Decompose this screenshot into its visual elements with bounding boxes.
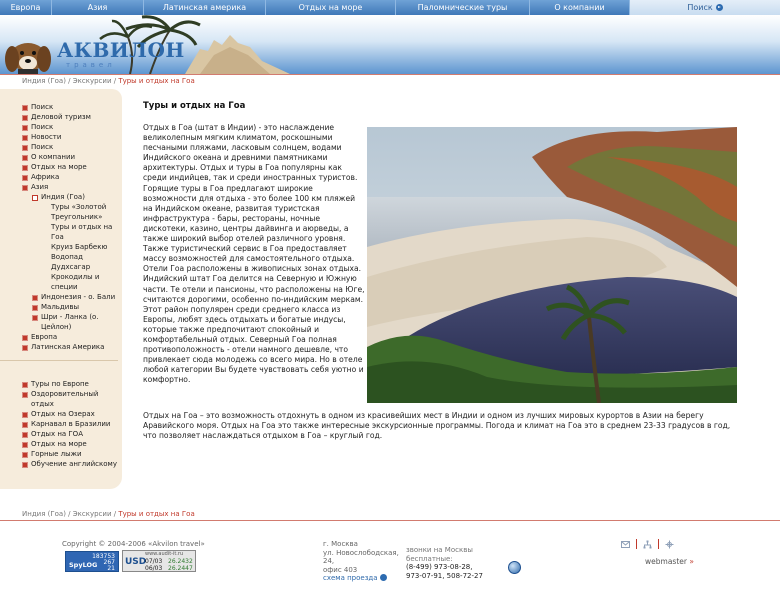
sidebar-item-goa[interactable]: Отдых на ГОА [22, 429, 120, 439]
breadcrumb-link-india[interactable]: Индия (Гоа) [22, 77, 66, 85]
webmaster-arrow: » [689, 557, 694, 566]
currency-date: 06/03 [145, 565, 163, 572]
currency-rate: 26.2432 [168, 558, 193, 565]
breadcrumb-separator: / [65, 510, 73, 518]
spylog-counter[interactable] [65, 551, 119, 572]
breadcrumb-separator: / [111, 77, 119, 85]
page-title: Туры и отдых на Гоа [143, 101, 246, 111]
sidebar-item-dudhsagar[interactable]: Водопад Дудхсагар [51, 253, 91, 271]
sidebar-item-search-2[interactable]: Поиск [22, 122, 120, 132]
address-office: офис 403 [323, 565, 358, 574]
phone-number: (8-499) 973-08-28, [406, 563, 473, 571]
nav-item-sea-holidays[interactable]: Отдых на море [266, 0, 396, 15]
phone-number: 973-07-91, 508-72-27 [406, 571, 483, 580]
footer-tools [621, 539, 674, 549]
sidebar-item-golden-triangle[interactable]: Туры «Золотой Треугольник» [51, 203, 107, 221]
sidebar-item-sea-2[interactable]: Отдых на море [22, 439, 120, 449]
webmaster-link[interactable] [645, 557, 694, 566]
sidebar-item-about[interactable]: О компании [22, 152, 120, 162]
home-icon[interactable] [665, 540, 674, 549]
address-street: ул. Новослободская, 24, [323, 548, 399, 565]
currency-site: www.audit-it.ru [145, 551, 184, 557]
counter-value: 267 [103, 559, 115, 566]
sidebar-item-india[interactable]: Индия (Гоа) [32, 192, 120, 202]
breadcrumb [22, 77, 195, 85]
copyright: Copyright © 2004-2006 «Akvilon travel» [62, 540, 205, 548]
nav-item-pilgrim-tours[interactable]: Паломнические туры [396, 0, 530, 15]
sidebar-item-search-3[interactable]: Поиск [22, 142, 120, 152]
webmaster-label: webmaster [645, 557, 687, 566]
directions-link[interactable] [323, 574, 405, 583]
left-sidebar [0, 89, 122, 489]
main-content [143, 101, 741, 111]
logo-name[interactable]: АКВИЛОН [57, 38, 185, 62]
sidebar-item-sri-lanka[interactable]: Шри - Ланка (о. Цейлон) [32, 312, 120, 332]
breadcrumb-link-excursions[interactable]: Экскурсии [72, 510, 112, 518]
sidebar-menu [22, 102, 120, 352]
separator [636, 539, 637, 549]
sidebar-item-africa[interactable]: Африка [22, 172, 120, 182]
nav-item-about[interactable]: О компании [530, 0, 630, 15]
paragraph: Отдых в Гоа (штат в Индии) - это наслаждение великолепным мягким климатом, роскошными песчаными пляжами, ласковым солнцем, водами Индийского океана и древними памятниками архитектуры. Отдых и туры в Гоа популярны как среди индийцев, так и среди иностранных туристов. [143, 123, 358, 183]
phones-label: звонки на Москвы бесплатные: [406, 546, 473, 563]
sidebar-item-bbq-cruise[interactable]: Круиз Барбекю [51, 243, 108, 251]
counter-value: 21 [107, 565, 115, 572]
currency-rate: 26.2447 [168, 565, 193, 572]
nav-item-latin-america[interactable]: Латинская америка [144, 0, 266, 15]
breadcrumb-current: Туры и отдых на Гоа [118, 77, 195, 85]
goa-photo [367, 127, 737, 403]
footer-breadcrumb [22, 510, 195, 518]
arrow-right-icon [380, 574, 387, 581]
sitemap-icon[interactable] [643, 540, 652, 549]
sidebar-item-europe[interactable]: Европа [22, 332, 120, 342]
nav-search-label: Поиск [687, 3, 713, 12]
sidebar-item-maldives[interactable]: Мальдивы [32, 302, 120, 312]
divider [0, 74, 780, 75]
currency-date: 07/03 [145, 558, 163, 565]
paragraph: Отели Гоа расположены в живописных зонах отдыха. Индийский штат Гоа делится на Северную и Южную части. Те отели и пансионы, что расположены на Юге, считаются дорогими, особенно по-индийским меркам. Этот район популярен среди среднего класса из Европы, любят здесь отдыхать и богатые индусы, которые также предпочитают спокойный и комфортабельный отдых. Северный Гоа полная противоположность - отели намного дешевле, что привлекает сюда молодежь со всего мира. Но в отеле любой категории Вы будете чувствовать себя уютно и комфортно. [143, 264, 365, 385]
sidebar-item-asia[interactable]: Азия [22, 182, 120, 192]
breadcrumb-current: Туры и отдых на Гоа [118, 510, 195, 518]
article-closing: Отдых на Гоа – это возможность отдохнуть в одном из красивейших мест в Индии и одном из лучших мировых курортов в Азии на берегу Аравийского моря. Отдых на Гоа это также интересные экскурсионные программы. Погода и климат на Гоа это в среднем 23-33 градусов в год, что позволяет наслаждаться отдыхом в Гоа – круглый год. [143, 411, 731, 441]
arrow-right-icon [716, 4, 723, 11]
sidebar-divider [0, 360, 118, 361]
sidebar-item-news[interactable]: Новости [22, 132, 120, 142]
breadcrumb-link-excursions[interactable]: Экскурсии [72, 77, 112, 85]
currency-counter[interactable] [122, 550, 196, 572]
globe-icon[interactable] [508, 561, 521, 574]
sidebar-item-ski[interactable]: Горные лыжи [22, 449, 120, 459]
nav-search[interactable] [630, 0, 780, 15]
sidebar-item-goa-tours[interactable]: Туры и отдых на Гоа [51, 223, 113, 241]
directions-label: схема проезда [323, 574, 378, 582]
nav-item-asia[interactable]: Азия [52, 0, 144, 15]
sidebar-item-latin-america[interactable]: Латинская Америка [22, 342, 120, 352]
counter-value: 183753 [92, 553, 115, 560]
sidebar-item-lakes[interactable]: Отдых на Озерах [22, 409, 120, 419]
logo-sub: травел [66, 61, 116, 69]
sidebar-item-bali[interactable]: Индонезия - о. Бали [32, 292, 120, 302]
top-nav [0, 0, 780, 15]
article-text [143, 123, 367, 385]
breadcrumb-separator: / [65, 77, 73, 85]
address-city: г. Москва [323, 540, 358, 548]
currency-label: USD [125, 557, 147, 567]
sidebar-item-business-tourism[interactable]: Деловой туризм [22, 112, 120, 122]
sidebar-item-sea[interactable]: Отдых на море [22, 162, 120, 172]
breadcrumb-link-india[interactable]: Индия (Гоа) [22, 510, 66, 518]
nav-item-europe[interactable]: Европа [0, 0, 52, 15]
sidebar-item-crocodiles[interactable]: Крокодилы и специи [51, 273, 100, 291]
mail-icon[interactable] [621, 540, 630, 549]
address [323, 540, 405, 583]
sidebar-item-english[interactable]: Обучение английскому [22, 459, 120, 469]
separator [658, 539, 659, 549]
banner [0, 15, 780, 74]
sidebar-item-search[interactable]: Поиск [22, 102, 120, 112]
sidebar-menu-secondary [22, 379, 120, 469]
sidebar-item-europe-tours[interactable]: Туры по Европе [22, 379, 120, 389]
breadcrumb-separator: / [111, 510, 119, 518]
sidebar-item-wellness[interactable]: Оздоровительный отдых [22, 389, 120, 409]
phones [406, 546, 506, 580]
counter-label: SpyLOG [69, 561, 98, 569]
beach-image [367, 127, 737, 403]
paragraph: Горящие туры в Гоа предлагают широкие возможности для отдыха - это более 100 км пляжей на Индийском океане, развитая туристская инфраструктура - бары, рестораны, ночные дискотеки, казино, центры дайвинга и аюрведы, а также широкий выбор отелей различного уровня. Также туристический сервис в Гоа предоставляет массу возможностей для самостоятельного отдыха. [143, 183, 356, 264]
sidebar-item-carnival[interactable]: Карнавал в Бразилии [22, 419, 120, 429]
